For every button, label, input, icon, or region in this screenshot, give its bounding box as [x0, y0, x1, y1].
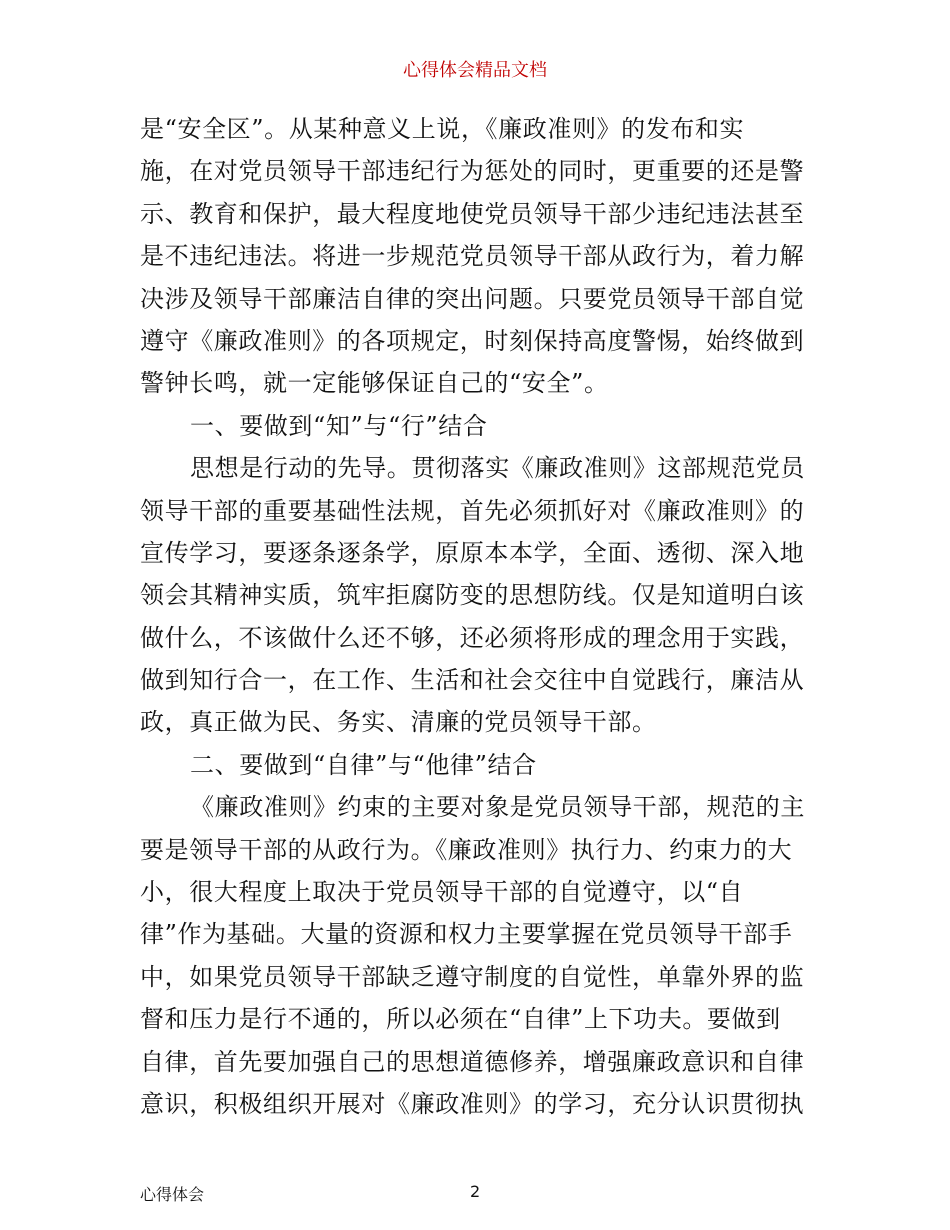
text-line: 警钟长鸣，就一定能够保证自己的“安全”。 [140, 369, 609, 398]
text-line: 领导干部的重要基础性法规，首先必须抓好对《廉政准则》的 [140, 496, 805, 525]
text-line: 施，在对党员领导干部违纪行为惩处的同时，更重要的还是警 [140, 157, 805, 186]
text-line: 自律，首先要加强自己的思想道德修养，增强廉政意识和自律 [140, 1047, 805, 1076]
section-heading: 一、要做到“知”与“行”结合 [190, 411, 488, 440]
text-line: 是不违纪违法。将进一步规范党员领导干部从政行为，着力解 [140, 242, 805, 271]
text-line: 律”作为基础。大量的资源和权力主要掌握在党员领导干部手 [140, 920, 793, 949]
text-line: 宣传学习，要逐条逐条学，原原本本学，全面、透彻、深入地 [140, 538, 805, 567]
text-line: 意识，积极组织开展对《廉政准则》的学习，充分认识贯彻执 [140, 1089, 805, 1118]
text-line: 做到知行合一，在工作、生活和社会交往中自觉践行，廉洁从 [140, 666, 805, 695]
text-line: 示、教育和保护，最大程度地使党员领导干部少违纪违法甚至 [140, 199, 805, 228]
text-line: 领会其精神实质，筑牢拒腐防变的思想防线。仅是知道明白该 [140, 581, 805, 610]
text-line: 思想是行动的先导。贯彻落实《廉政准则》这部规范党员 [190, 454, 805, 483]
text-line: 督和压力是行不通的，所以必须在“自律”上下功夫。要做到 [140, 1005, 781, 1034]
text-line: 要是领导干部的从政行为。《廉政准则》执行力、约束力的大 [140, 835, 793, 864]
text-line: 政，真正做为民、务实、清廉的党员领导干部。 [140, 708, 657, 737]
text-line: 遵守《廉政准则》的各项规定，时刻保持高度警惕，始终做到 [140, 326, 805, 355]
section-heading: 二、要做到“自律”与“他律”结合 [190, 750, 537, 779]
document-body [140, 108, 812, 1125]
page-number: 2 [470, 1182, 481, 1201]
text-line: 决涉及领导干部廉洁自律的突出问题。只要党员领导干部自觉 [140, 284, 805, 313]
text-line: 小，很大程度上取决于党员领导干部的自觉遵守，以“自 [140, 878, 744, 907]
text-line: 《廉政准则》约束的主要对象是党员领导干部，规范的主 [190, 793, 805, 822]
text-line: 中，如果党员领导干部缺乏遵守制度的自觉性，单靠外界的监 [140, 962, 805, 991]
text-line: 是“安全区”。从某种意义上说，《廉政准则》的发布和实 [140, 115, 745, 143]
text-line: 做什么，不该做什么还不够，还必须将形成的理念用于实践， [140, 623, 805, 652]
footer-label: 心得体会 [140, 1185, 205, 1204]
page-header-title: 心得体会精品文档 [403, 60, 547, 81]
